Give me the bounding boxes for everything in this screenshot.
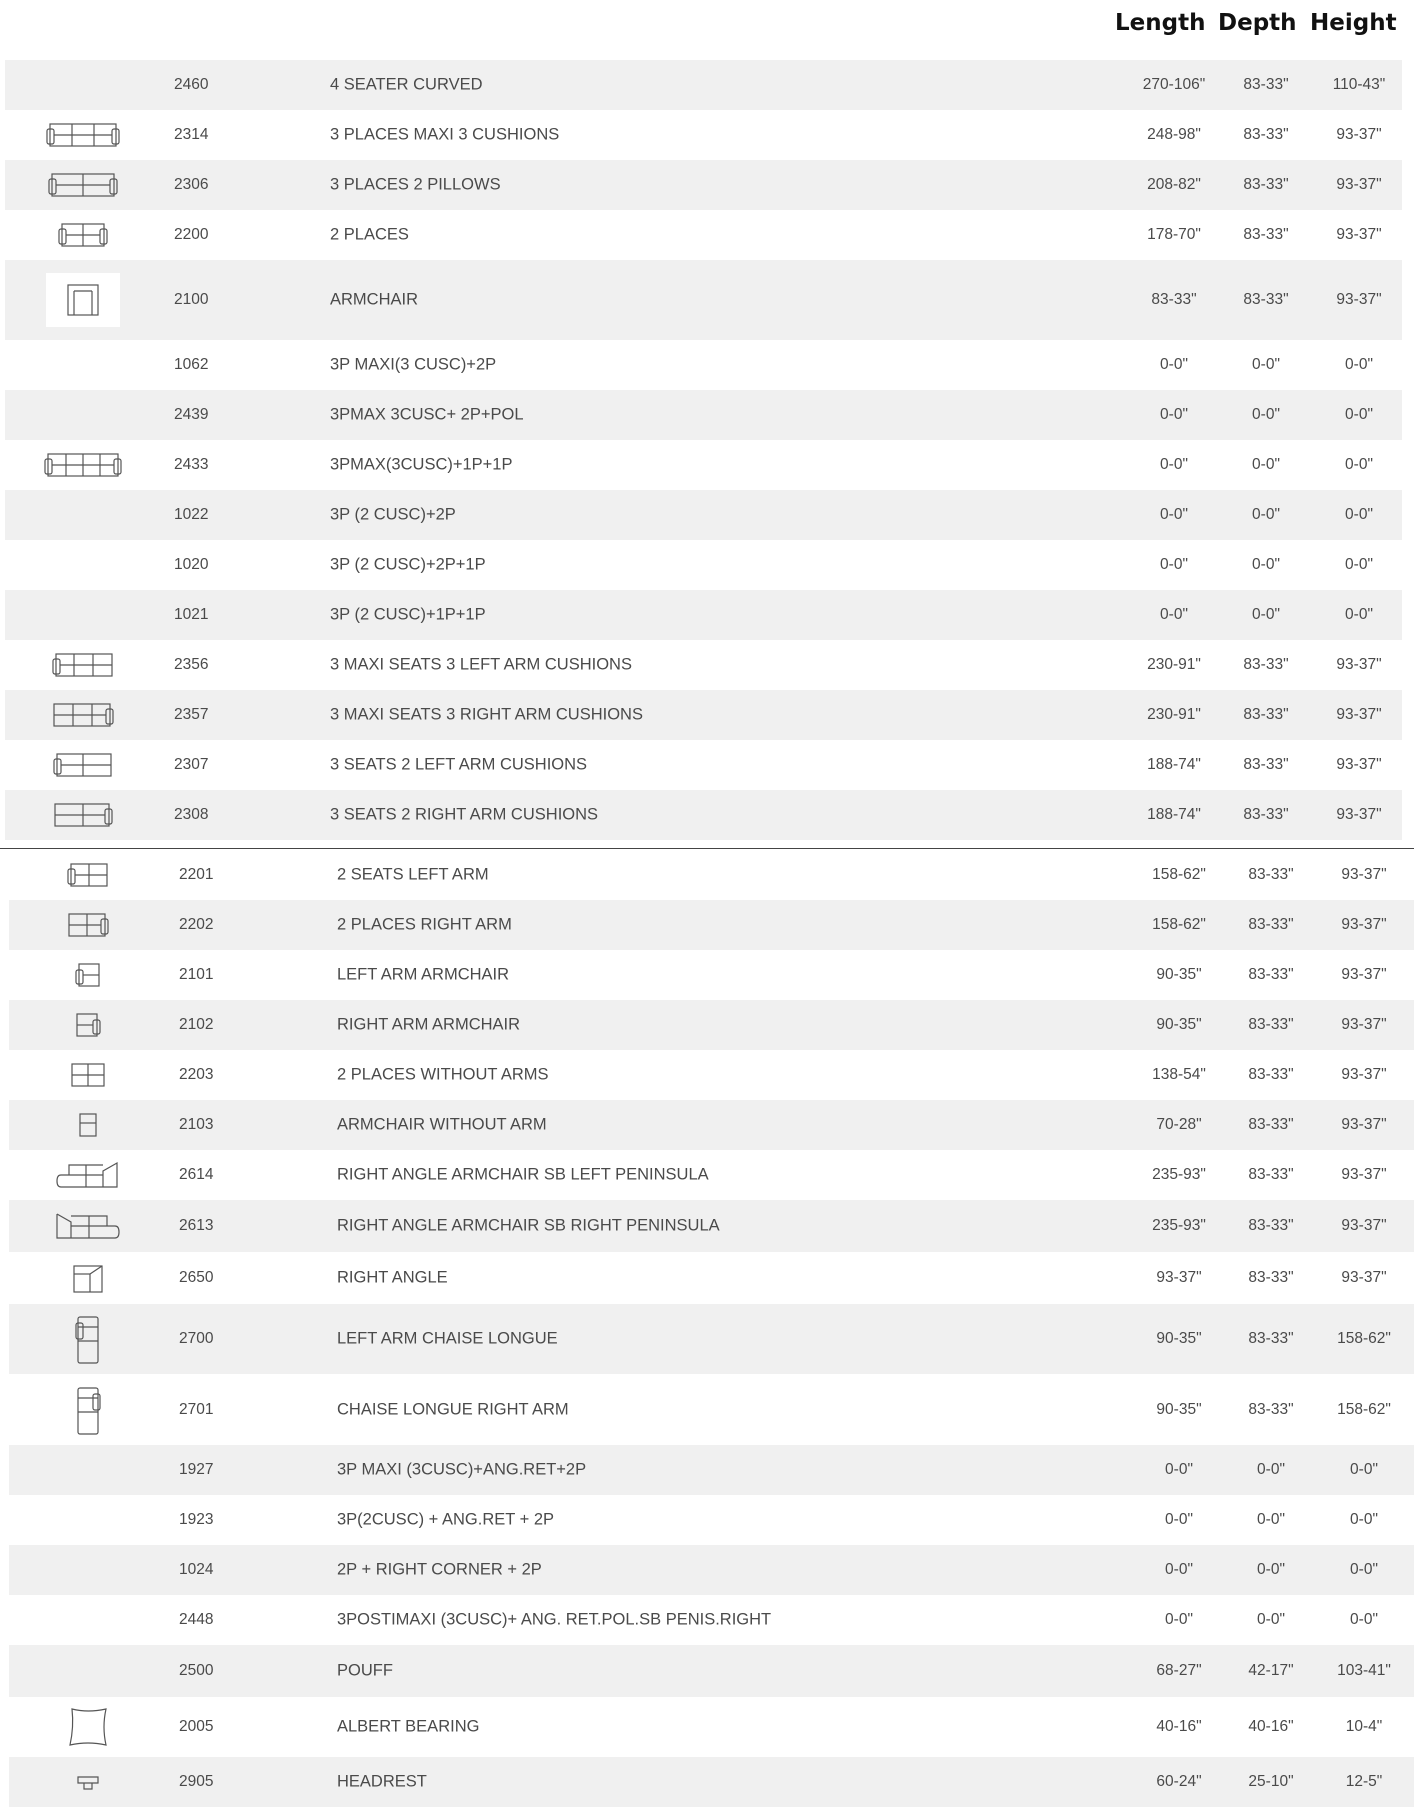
depth-value: 42-17": [1248, 1662, 1294, 1679]
length-value: 60-24": [1156, 1773, 1202, 1790]
item-code: 1020: [174, 556, 209, 573]
table-row: [9, 1545, 1414, 1595]
item-code: 1927: [179, 1461, 214, 1478]
item-description: 3 PLACES MAXI 3 CUSHIONS: [330, 125, 560, 144]
item-code: 2101: [179, 966, 214, 983]
sofa-3-left-arm-icon: [52, 651, 114, 679]
item-description: 3P (2 CUSC)+2P+1P: [330, 555, 486, 574]
armchair-armless-icon: [78, 1111, 98, 1139]
depth-header: Depth: [1218, 10, 1297, 36]
table-row: [9, 1445, 1414, 1495]
depth-value: 83-33": [1243, 756, 1289, 773]
depth-value: 83-33": [1248, 1066, 1294, 1083]
length-value: 68-27": [1156, 1662, 1202, 1679]
depth-value: 0-0": [1252, 506, 1280, 523]
cushion-icon: [66, 1705, 110, 1749]
item-description: POUFF: [337, 1661, 393, 1680]
depth-value: 0-0": [1252, 406, 1280, 423]
table-row: [5, 540, 1402, 590]
table-row: [9, 1645, 1414, 1697]
item-description: 3 SEATS 2 RIGHT ARM CUSHIONS: [330, 805, 599, 824]
table-row: [9, 1000, 1414, 1050]
height-value: 93-37": [1341, 1269, 1387, 1286]
height-value: 0-0": [1345, 556, 1373, 573]
item-code: 2433: [174, 456, 209, 473]
table-row: [9, 1374, 1414, 1445]
item-code: 2905: [179, 1773, 214, 1790]
item-code: 2306: [174, 176, 209, 193]
table-row: [5, 590, 1402, 640]
table-row: [9, 1595, 1414, 1645]
item-code: 2614: [179, 1166, 214, 1183]
length-value: 208-82": [1147, 176, 1201, 193]
item-code: 2100: [174, 291, 209, 308]
item-description: 3PMAX 3CUSC+ 2P+POL: [330, 405, 524, 424]
height-value: 0-0": [1350, 1511, 1378, 1528]
depth-value: 83-33": [1248, 1400, 1294, 1418]
item-code: 2201: [179, 866, 214, 883]
depth-value: 83-33": [1248, 966, 1294, 983]
depth-value: 0-0": [1257, 1511, 1285, 1528]
length-value: 0-0": [1165, 1561, 1193, 1578]
length-value: 270-106": [1142, 76, 1206, 93]
item-code: 1024: [179, 1561, 214, 1578]
table-row: [9, 1697, 1414, 1757]
length-value: 0-0": [1160, 506, 1188, 523]
length-value: 40-16": [1156, 1718, 1202, 1735]
item-description: 3 PLACES 2 PILLOWS: [330, 175, 501, 194]
item-description: 3P MAXI(3 CUSC)+2P: [330, 355, 497, 374]
depth-value: 83-33": [1248, 1116, 1294, 1133]
height-value: 0-0": [1345, 356, 1373, 373]
length-value: 158-62": [1152, 916, 1206, 933]
peninsula-left-icon: [55, 1159, 121, 1191]
length-value: 90-35": [1156, 1016, 1202, 1033]
item-code: 2356: [174, 656, 209, 673]
depth-value: 83-33": [1248, 1330, 1294, 1347]
height-value: 0-0": [1345, 456, 1373, 473]
length-value: 0-0": [1160, 556, 1188, 573]
item-code: 2203: [179, 1066, 214, 1083]
item-description: 3 MAXI SEATS 3 LEFT ARM CUSHIONS: [330, 655, 632, 674]
table-row: [5, 60, 1402, 110]
depth-value: 83-33": [1248, 1217, 1294, 1234]
item-description: 3 MAXI SEATS 3 RIGHT ARM CUSHIONS: [330, 705, 643, 724]
item-description: LEFT ARM CHAISE LONGUE: [337, 1329, 558, 1348]
height-value: 158-62": [1337, 1400, 1391, 1418]
item-description: 3P(2CUSC) + ANG.RET + 2P: [337, 1510, 555, 1529]
item-description: 3 SEATS 2 LEFT ARM CUSHIONS: [330, 755, 588, 774]
sofa-3-2cushion-icon: [48, 171, 118, 199]
armchair-right-arm-icon: [75, 1011, 101, 1039]
depth-value: 0-0": [1252, 606, 1280, 623]
item-description: ARMCHAIR: [330, 290, 419, 309]
depth-value: 25-10": [1248, 1773, 1294, 1790]
length-value: 0-0": [1160, 606, 1188, 623]
table-row: [5, 440, 1402, 490]
table-row: [5, 110, 1402, 160]
depth-value: 83-33": [1248, 1166, 1294, 1183]
height-value: 93-37": [1341, 1166, 1387, 1183]
item-description: RIGHT ANGLE ARMCHAIR SB LEFT PENINSULA: [337, 1165, 709, 1184]
item-code: 2650: [179, 1269, 214, 1286]
table-row: [9, 1050, 1414, 1100]
item-description: 2 PLACES: [330, 225, 409, 244]
height-value: 93-37": [1341, 966, 1387, 983]
table-row: [9, 1100, 1414, 1150]
length-value: 248-98": [1147, 126, 1201, 143]
item-description: ALBERT BEARING: [337, 1717, 480, 1736]
height-value: 93-37": [1341, 1066, 1387, 1083]
length-value: 0-0": [1160, 406, 1188, 423]
item-code: 1923: [179, 1511, 214, 1528]
item-code: 2460: [174, 76, 209, 93]
length-value: 178-70": [1147, 226, 1201, 243]
item-code: 2308: [174, 806, 209, 823]
item-code: 2202: [179, 916, 214, 933]
table-row: [5, 740, 1402, 790]
depth-value: 83-33": [1248, 916, 1294, 933]
depth-value: 83-33": [1243, 126, 1289, 143]
headrest-icon: [74, 1771, 102, 1793]
depth-value: 0-0": [1257, 1611, 1285, 1628]
height-value: 93-37": [1336, 706, 1382, 723]
sofa-combo-icon: [44, 451, 122, 479]
depth-value: 83-33": [1243, 291, 1289, 308]
item-description: RIGHT ANGLE: [337, 1268, 448, 1287]
depth-value: 83-33": [1243, 76, 1289, 93]
sofa-2-icon: [58, 221, 108, 249]
item-description: 3P (2 CUSC)+1P+1P: [330, 605, 486, 624]
item-code: 1062: [174, 356, 209, 373]
table-row: [9, 1200, 1414, 1252]
length-value: 188-74": [1147, 806, 1201, 823]
item-code: 2500: [179, 1662, 214, 1679]
depth-value: 0-0": [1257, 1561, 1285, 1578]
table-row: [9, 1150, 1414, 1200]
armchair-left-arm-icon: [75, 961, 101, 989]
armchair-icon: [46, 273, 120, 327]
item-code: 2357: [174, 706, 209, 723]
table-row: [9, 950, 1414, 1000]
item-code: 2307: [174, 756, 209, 773]
length-value: 90-35": [1156, 1330, 1202, 1347]
item-code: 2701: [179, 1400, 214, 1418]
height-value: 0-0": [1345, 606, 1373, 623]
item-description: 4 SEATER CURVED: [330, 75, 483, 94]
depth-value: 83-33": [1243, 656, 1289, 673]
height-value: 158-62": [1337, 1330, 1391, 1347]
table-row: [5, 260, 1402, 340]
depth-value: 0-0": [1257, 1461, 1285, 1478]
peninsula-right-icon: [55, 1210, 121, 1242]
height-value: 93-37": [1336, 126, 1382, 143]
item-description: 2 SEATS LEFT ARM: [337, 865, 489, 884]
item-description: ARMCHAIR WITHOUT ARM: [337, 1115, 547, 1134]
item-code: 2102: [179, 1016, 214, 1033]
height-value: 93-37": [1341, 1016, 1387, 1033]
depth-value: 83-33": [1248, 866, 1294, 883]
height-value: 110-43": [1332, 76, 1386, 93]
sofa-2-armless-icon: [70, 1061, 106, 1089]
chaise-right-arm-icon: [75, 1384, 101, 1436]
item-description: 2 PLACES RIGHT ARM: [337, 915, 512, 934]
length-value: 235-93": [1152, 1166, 1206, 1183]
item-code: 2700: [179, 1330, 214, 1347]
depth-value: 0-0": [1252, 356, 1280, 373]
table-row: [9, 1495, 1414, 1545]
item-description: HEADREST: [337, 1772, 427, 1791]
length-value: 235-93": [1152, 1217, 1206, 1234]
height-value: 103-41": [1337, 1662, 1391, 1679]
section-divider: [0, 848, 1414, 849]
length-value: 188-74": [1147, 756, 1201, 773]
height-value: 12-5": [1345, 1773, 1383, 1790]
table-row: [5, 340, 1402, 390]
table-row: [9, 1757, 1414, 1807]
item-description: RIGHT ANGLE ARMCHAIR SB RIGHT PENINSULA: [337, 1216, 720, 1235]
table-row: [9, 850, 1414, 900]
height-value: 0-0": [1345, 406, 1373, 423]
length-value: 230-91": [1147, 706, 1201, 723]
item-description: CHAISE LONGUE RIGHT ARM: [337, 1400, 569, 1418]
depth-value: 83-33": [1243, 176, 1289, 193]
height-value: 93-37": [1336, 226, 1382, 243]
length-value: 138-54": [1152, 1066, 1206, 1083]
length-value: 70-28": [1156, 1116, 1202, 1133]
item-description: 2 PLACES WITHOUT ARMS: [337, 1065, 549, 1084]
item-code: 2439: [174, 406, 209, 423]
height-value: 10-4": [1345, 1718, 1383, 1735]
length-value: 90-35": [1156, 966, 1202, 983]
depth-value: 83-33": [1243, 806, 1289, 823]
item-description: 2P + RIGHT CORNER + 2P: [337, 1560, 542, 1579]
table-row: [9, 900, 1414, 950]
height-value: 0-0": [1350, 1611, 1378, 1628]
height-value: 0-0": [1350, 1461, 1378, 1478]
length-header: Length: [1115, 10, 1206, 36]
item-code: 1021: [174, 606, 209, 623]
depth-value: 83-33": [1243, 706, 1289, 723]
item-description: RIGHT ARM ARMCHAIR: [337, 1015, 521, 1034]
depth-value: 40-16": [1248, 1718, 1294, 1735]
table-row: [5, 210, 1402, 260]
catalog-section-upper: [5, 60, 1402, 840]
height-value: 93-37": [1336, 756, 1382, 773]
height-value: 93-37": [1336, 291, 1382, 308]
height-value: 93-37": [1341, 866, 1387, 883]
length-value: 158-62": [1152, 866, 1206, 883]
item-code: 2448: [179, 1611, 214, 1628]
item-description: LEFT ARM ARMCHAIR: [337, 965, 510, 984]
table-row: [5, 640, 1402, 690]
depth-value: 0-0": [1252, 456, 1280, 473]
height-value: 93-37": [1336, 656, 1382, 673]
length-value: 83-33": [1151, 291, 1197, 308]
length-value: 0-0": [1165, 1511, 1193, 1528]
catalog-section-lower: [9, 850, 1414, 1807]
table-row: [5, 160, 1402, 210]
item-description: 3P (2 CUSC)+2P: [330, 505, 456, 524]
item-description: 3POSTIMAXI (3CUSC)+ ANG. RET.POL.SB PENIS.RIGHT: [337, 1610, 772, 1629]
chaise-left-arm-icon: [75, 1313, 101, 1365]
table-row: [5, 790, 1402, 840]
height-value: 93-37": [1341, 1116, 1387, 1133]
length-value: 0-0": [1165, 1611, 1193, 1628]
table-row: [9, 1252, 1414, 1304]
height-value: 0-0": [1350, 1561, 1378, 1578]
depth-value: 83-33": [1243, 226, 1289, 243]
length-value: 230-91": [1147, 656, 1201, 673]
item-code: 1022: [174, 506, 209, 523]
corner-icon: [72, 1262, 104, 1294]
item-code: 2314: [174, 126, 209, 143]
table-row: [9, 1304, 1414, 1374]
depth-value: 83-33": [1248, 1016, 1294, 1033]
item-code: 2613: [179, 1217, 214, 1234]
table-row: [5, 390, 1402, 440]
length-value: 90-35": [1156, 1400, 1202, 1418]
item-description: 3P MAXI (3CUSC)+ANG.RET+2P: [337, 1460, 587, 1479]
height-value: 93-37": [1336, 806, 1382, 823]
length-value: 0-0": [1165, 1461, 1193, 1478]
length-value: 0-0": [1160, 356, 1188, 373]
item-code: 2200: [174, 226, 209, 243]
table-row: [5, 490, 1402, 540]
sofa-3-right-arm-icon: [52, 701, 114, 729]
height-value: 0-0": [1345, 506, 1373, 523]
sofa-2cushion-left-arm-icon: [53, 751, 113, 779]
sofa-2-right-arm-icon: [67, 911, 109, 939]
sofa-2-left-arm-icon: [67, 861, 109, 889]
length-value: 0-0": [1160, 456, 1188, 473]
item-description: 3PMAX(3CUSC)+1P+1P: [330, 455, 513, 474]
item-code: 2103: [179, 1116, 214, 1133]
sofa-3-maxi-icon: [46, 121, 120, 149]
depth-value: 83-33": [1248, 1269, 1294, 1286]
height-value: 93-37": [1341, 1217, 1387, 1234]
sofa-2cushion-right-arm-icon: [53, 801, 113, 829]
item-code: 2005: [179, 1718, 214, 1735]
depth-value: 0-0": [1252, 556, 1280, 573]
height-header: Height: [1310, 10, 1397, 36]
length-value: 93-37": [1156, 1269, 1202, 1286]
column-header: [0, 0, 1414, 55]
height-value: 93-37": [1341, 916, 1387, 933]
height-value: 93-37": [1336, 176, 1382, 193]
table-row: [5, 690, 1402, 740]
